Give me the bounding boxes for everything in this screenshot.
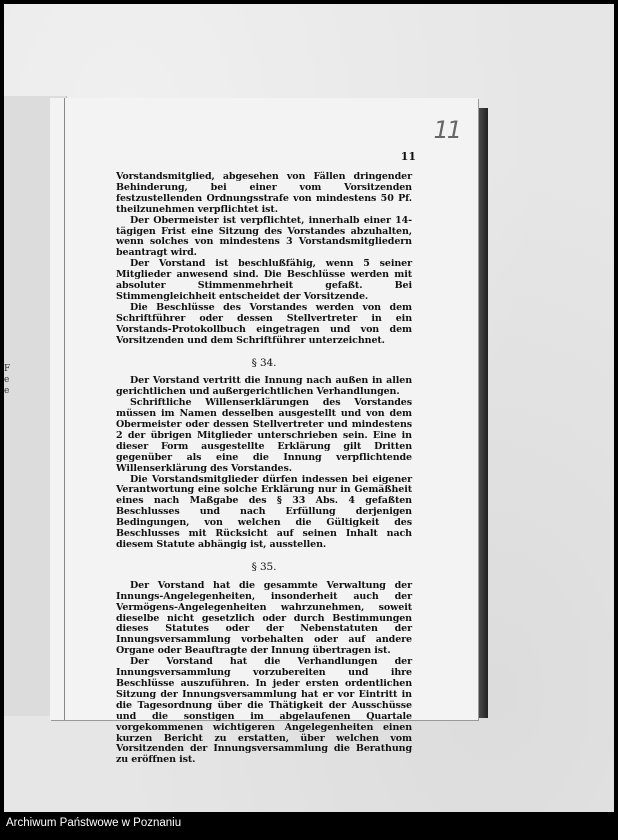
archive-footer <box>0 812 618 840</box>
paragraph: Der Obermeister ist verpflichtet, innerhalb einer 14-tägigen Frist eine Sitzung des Vorstandes abzuhalten, wenn solches von mindestens 3 Vorstandsmitgliedern beantragt wird. <box>116 214 412 259</box>
paragraph: Schriftliche Willenserklärungen des Vorstandes müssen im Namen desselben ausgestellt und von dem Obermeister oder dessen Stellvertreter und mindestens 2 der übrigen Mitglieder unterschrieben sein. Eine in dieser Form ausgestellte Erklärung gilt Dritten gegenüber als eine die Innung verpflichtende Willenserklärung des Vorstandes. <box>116 397 412 474</box>
paragraph: Der Vorstand hat die gesammte Verwaltung der Innungs-Angelegenheiten, insonderheit auch der Vermögens-Angelegenheiten wahrzunehmen, soweit dieselbe nicht gesetzlich oder durch Bestimmungen dieses Statutes oder der Nebenstatuten der Innungsversammlung vorbehalten oder auf andere Organe oder Beauftragte der Innung übertragen ist. <box>116 579 412 657</box>
section-heading-35: § 35. <box>251 560 277 573</box>
paragraph: Vorstandsmitglied, abgesehen von Fällen dringender Behinderung, bei einer vom Vorsitzenden festzustellenden Ordnungsstrafe von mindestens 50 Pf. theilzunehmen verpflichtet ist. <box>116 171 412 215</box>
paragraph: Die Beschlüsse des Vorstandes werden von dem Schriftführer oder dessen Stellvertreter in ein Vorstands-Protokollbuch eingetragen und von dem Vorsitzenden und dem Schriftführer unterzeichnet. <box>116 301 412 346</box>
paragraph: Der Vorstand ist beschlußfähig, wenn 5 seiner Mitglieder anwesend sind. Die Beschlüsse werden mit absoluter Stimmenmehrheit gefaßt. Bei Stimmengleichheit entscheidet der Vorsitzende. <box>116 258 412 302</box>
paragraph: Der Vorstand vertritt die Innung nach außen in allen gerichtlichen und außergerichtlichen Verhandlungen. <box>116 375 412 398</box>
handwritten-page-number: 11 <box>433 116 460 144</box>
paragraph: Die Vorstandsmitglieder dürfen indessen bei eigener Verantwortung eine solche Erklärung nur in Gemäßheit eines nach Maßgabe des § 33 Abs. 4 gefaßten Beschlusses und nach Erfüllung derjenigen Bedingungen, von welchen die Gültigkeit des Beschlusses mit Rücksicht auf seinen Inhalt nach diesem Statute abhängig ist, ausstellen. <box>116 473 412 550</box>
paragraph: Der Vorstand hat die Verhandlungen der Innungsversammlung vorzubereiten und ihre Beschlüsse auszuführen. In jeder ersten ordentlichen Sitzung der Innungsversammlung hat er vor Eintritt in die Tagesordnung über die Thätigkeit der Ausschüsse und die sonstigen im abgelaufenen Quartale vorgekommenen wichtigeren Angelegenheiten einen kurzen Bericht zu erstatten, über welchen vom Vorsitzenden der Innungsversammlung die Berathung zu eröffnen ist. <box>116 656 412 766</box>
page-text <box>116 172 412 766</box>
page-binding-edge <box>64 98 65 720</box>
archive-label: Archiwum Państwowe w Poznaniu <box>6 817 182 829</box>
printed-page-number: 11 <box>400 150 416 163</box>
edge-text: Fe e <box>4 364 11 396</box>
section-heading-34: § 34. <box>251 356 277 369</box>
document-page <box>50 98 478 766</box>
